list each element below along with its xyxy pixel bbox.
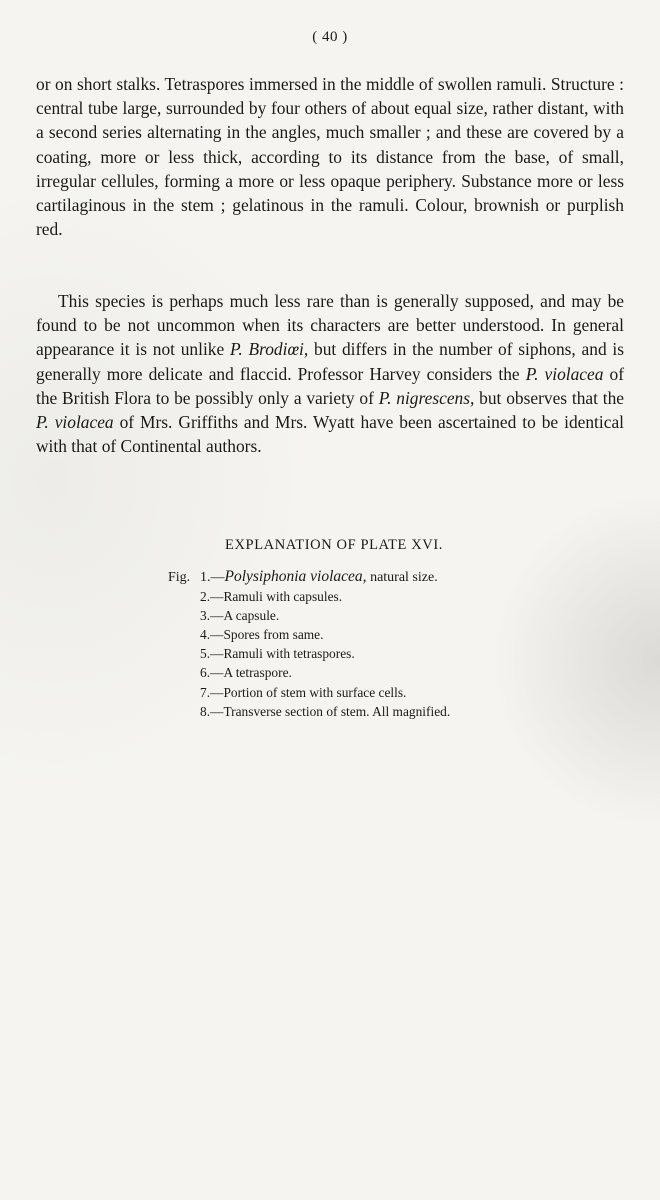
species-name-italic: P. Brodiœi, — [229, 339, 309, 360]
figure-item — [168, 567, 588, 587]
figure-caption: —A capsule. — [210, 608, 280, 624]
species-remarks-paragraph — [36, 289, 624, 458]
plate-explanation-heading: EXPLANATION OF PLATE XVI. — [225, 537, 443, 553]
figure-caption: —Portion of stem with surface cells. — [210, 684, 407, 700]
figure-species-name: Polysiphonia violacea, — [224, 568, 367, 585]
paragraph-text: but observes that the — [474, 387, 624, 408]
species-name-italic: P. violacea — [525, 363, 604, 384]
figure-number: 3. — [200, 608, 211, 624]
figure-item — [168, 587, 588, 606]
paragraph-text: This species is perhaps much less rare than is generally supposed, and may be found to be not uncommon when its characters are better understood. In general appearance it is not unlike — [36, 291, 624, 360]
figure-item — [168, 625, 588, 644]
figure-item — [168, 606, 588, 625]
fig-prefix: Fig. — [168, 570, 191, 585]
species-name-italic: P. violacea — [36, 412, 114, 433]
figure-number: 7. — [200, 684, 211, 700]
figure-number: 2. — [200, 589, 211, 605]
figure-item — [168, 663, 588, 682]
figure-item — [168, 644, 588, 663]
figure-list — [168, 567, 588, 721]
species-description-paragraph — [36, 72, 624, 241]
figure-caption: —Transverse section of stem. All magnified. — [210, 703, 451, 719]
figure-number: 8. — [200, 703, 211, 719]
figure-number: 5. — [200, 646, 211, 662]
figure-caption: —Ramuli with capsules. — [210, 589, 343, 605]
paragraph-text: but differs in the number of siphons, and is generally more delicate and flaccid. Professor Harvey considers the — [36, 339, 625, 384]
figure-number: 1. — [200, 570, 211, 585]
figure-dash: — — [210, 570, 225, 585]
figure-caption: —Ramuli with tetraspores. — [210, 646, 355, 662]
paragraph-text: of Mrs. Griffiths and Mrs. Wyatt have been ascertained to be identical with that of Continental authors. — [36, 412, 624, 457]
figure-number: 4. — [200, 627, 211, 643]
figure-caption: natural size. — [366, 570, 438, 585]
species-name-italic: P. nigrescens, — [378, 387, 475, 408]
page-number: ( 40 ) — [312, 29, 348, 45]
paragraph-text: of the British Flora to be possibly only a variety of — [36, 363, 624, 408]
paragraph-text: or on short stalks. Tetraspores immersed in the middle of swollen ramuli. Structure : central tube large, surrounded by four others of about equal size, rather distant, with a second series alternating in the angles, much smaller ; and these are covered by a coating, more or less thick, according to its distance from the base, of small, irregular cellules, forming a more or less opaque periphery. Substance more or less cartilaginous in the stem ; gelatinous in the ramuli. Colour, brownish or purplish red. — [36, 74, 624, 240]
figure-caption: —Spores from same. — [210, 627, 324, 643]
figure-item — [168, 683, 588, 702]
figure-number: 6. — [200, 665, 211, 681]
figure-item — [168, 702, 588, 721]
figure-caption: —A tetraspore. — [210, 665, 292, 681]
